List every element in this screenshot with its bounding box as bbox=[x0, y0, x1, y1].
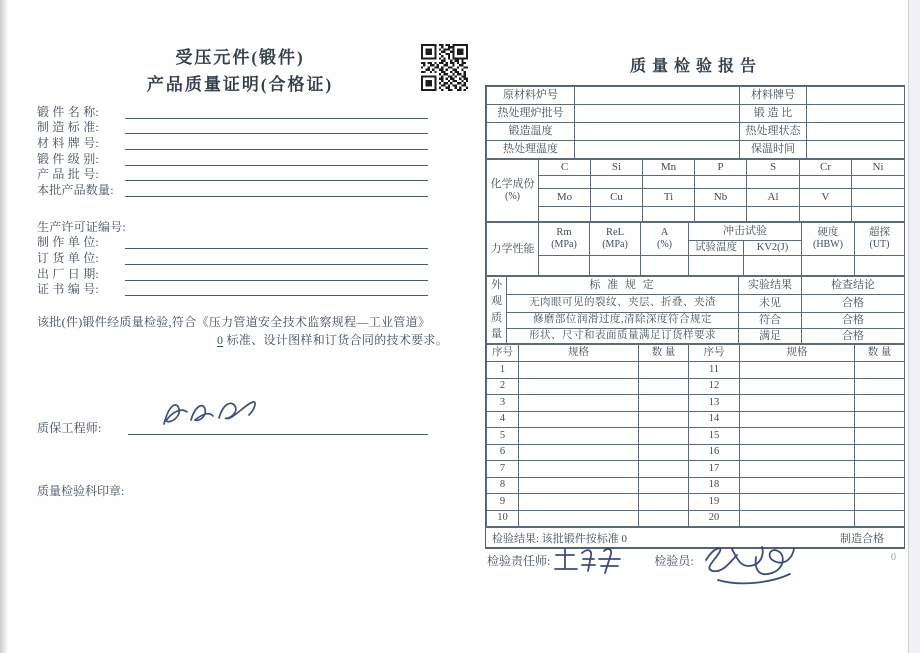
info-value-cell bbox=[575, 123, 740, 141]
serial-row bbox=[487, 411, 905, 428]
info-value-cell bbox=[575, 141, 740, 159]
spec-cell bbox=[740, 477, 855, 494]
hardness-label: 硬度 bbox=[817, 227, 839, 239]
standard-cell: 修磨部位润滑过度,清除深度符合规定 bbox=[507, 312, 739, 328]
info-row bbox=[487, 105, 905, 123]
appearance-row bbox=[487, 295, 905, 312]
elongation-unit: (%) bbox=[657, 239, 672, 251]
serial-no-header: 序号 bbox=[689, 345, 740, 362]
spec-cell bbox=[519, 461, 639, 478]
qty-cell bbox=[855, 494, 905, 511]
hardness-header-cell bbox=[802, 223, 855, 256]
field-row-certificate-no bbox=[37, 282, 428, 298]
ut-header-cell bbox=[855, 223, 905, 256]
element-cell bbox=[852, 189, 905, 207]
rm-unit: (MPa) bbox=[551, 239, 577, 251]
report-table bbox=[485, 85, 905, 549]
blank-underline bbox=[125, 260, 428, 265]
qty-cell bbox=[639, 510, 689, 527]
qty-cell bbox=[639, 444, 689, 461]
statement-line2 bbox=[217, 332, 453, 350]
qty-cell bbox=[855, 428, 905, 445]
field-row-batch-quantity bbox=[37, 182, 428, 198]
info-value-cell bbox=[807, 123, 905, 141]
blank-underline bbox=[125, 291, 428, 296]
serial-no-cell: 10 bbox=[487, 510, 519, 527]
serial-header-row bbox=[487, 345, 905, 362]
chem-value-cell bbox=[747, 176, 800, 189]
blank-underline bbox=[125, 276, 428, 281]
qty-cell bbox=[639, 395, 689, 412]
info-label-cell: 原材料炉号 bbox=[487, 87, 575, 105]
qty-cell bbox=[639, 461, 689, 478]
element-cell: Mn bbox=[643, 160, 695, 176]
serial-no-cell: 16 bbox=[689, 444, 740, 461]
chem-value-cell bbox=[643, 207, 695, 222]
chem-value-cell bbox=[591, 176, 643, 189]
spec-cell bbox=[519, 378, 639, 395]
spec-cell bbox=[740, 362, 855, 379]
serial-no-cell: 13 bbox=[689, 395, 740, 412]
qty-cell bbox=[639, 362, 689, 379]
appearance-char: 外 bbox=[491, 279, 502, 291]
appearance-char: 量 bbox=[491, 328, 502, 341]
info-label-cell: 保温时间 bbox=[740, 141, 807, 159]
qty-cell bbox=[855, 378, 905, 395]
serial-no-cell: 9 bbox=[487, 494, 519, 511]
element-cell: Cu bbox=[591, 189, 643, 207]
conclusion-cell: 合格 bbox=[802, 328, 905, 343]
blank-underline bbox=[125, 114, 428, 119]
impact-temp-cell: 试验温度 bbox=[689, 241, 744, 256]
spec-cell bbox=[740, 395, 855, 412]
mechanical-table bbox=[486, 222, 905, 276]
mech-value-cell bbox=[802, 256, 855, 276]
blank-underline bbox=[125, 192, 428, 197]
appearance-row bbox=[487, 312, 905, 328]
mech-value-cell bbox=[855, 256, 905, 276]
qty-cell bbox=[855, 444, 905, 461]
spec-cell bbox=[519, 477, 639, 494]
rel-header-cell bbox=[590, 223, 641, 256]
blank-underline bbox=[125, 145, 428, 150]
chem-value-cell bbox=[539, 207, 591, 222]
field-row-forging-class bbox=[37, 151, 428, 167]
mech-value-cell bbox=[744, 256, 802, 276]
field-row-license-no bbox=[37, 219, 428, 235]
mech-value-cell bbox=[689, 256, 744, 276]
ut-unit: (UT) bbox=[869, 239, 890, 251]
chem-value-cell bbox=[643, 176, 695, 189]
chem-value-cell bbox=[852, 207, 905, 222]
qa-engineer-label: 质保工程师: bbox=[37, 421, 102, 435]
mech-value-cell bbox=[590, 256, 641, 276]
chem-value-cell bbox=[747, 207, 800, 222]
serial-no-cell: 5 bbox=[487, 428, 519, 445]
certificate-title-line2: 产品质量证明(合格证) bbox=[146, 75, 334, 94]
serial-no-cell: 19 bbox=[689, 494, 740, 511]
mech-value-cell bbox=[539, 256, 590, 276]
ut-label: 超探 bbox=[869, 227, 890, 239]
result-cell: 满足 bbox=[739, 328, 802, 343]
serial-row bbox=[487, 461, 905, 478]
element-cell: Si bbox=[591, 160, 643, 176]
serial-no-cell: 15 bbox=[689, 428, 740, 445]
qty-cell bbox=[855, 477, 905, 494]
statement-line1: 该批(件)锻件经质量检验,符合《压力管道安全技术监察规程—工业管道》 bbox=[37, 315, 431, 329]
info-table bbox=[486, 86, 905, 159]
chem-value-cell bbox=[800, 207, 852, 222]
serial-no-cell: 2 bbox=[487, 378, 519, 395]
spec-cell bbox=[740, 510, 855, 527]
field-row-forging-name bbox=[37, 104, 428, 120]
serial-no-cell: 4 bbox=[487, 411, 519, 428]
blank-underline bbox=[125, 244, 428, 249]
stray-mark: 0 bbox=[891, 552, 896, 563]
inspector-label: 检验员: bbox=[654, 554, 694, 568]
field-label: 锻 件 级 别: bbox=[37, 151, 99, 166]
appearance-char: 观 bbox=[491, 295, 502, 308]
info-value-cell bbox=[575, 87, 740, 105]
chemistry-label-cell bbox=[487, 160, 539, 222]
field-label: 生产许可证编号: bbox=[37, 219, 126, 234]
spec-cell bbox=[519, 395, 639, 412]
spec-header: 规格 bbox=[740, 345, 855, 362]
info-label-cell: 锻 造 比 bbox=[740, 105, 807, 123]
rel-label: ReL bbox=[605, 227, 625, 239]
element-cell: Mo bbox=[539, 189, 591, 207]
info-label-cell: 热处理炉批号 bbox=[487, 105, 575, 123]
hardness-unit: (HBW) bbox=[813, 239, 843, 251]
impact-header-cell: 冲击试验 bbox=[689, 223, 802, 241]
info-value-cell bbox=[807, 105, 905, 123]
appearance-vertical-label bbox=[488, 277, 505, 343]
serial-no-cell: 18 bbox=[689, 477, 740, 494]
spec-cell bbox=[740, 444, 855, 461]
qty-header: 数 量 bbox=[639, 345, 689, 362]
field-row-product-batch bbox=[37, 167, 428, 183]
blank-underline bbox=[125, 176, 428, 181]
rm-header-cell bbox=[539, 223, 590, 256]
certificate-fields-group2 bbox=[37, 219, 428, 297]
report-title: 质量检验报告 bbox=[629, 58, 762, 75]
element-cell: Ni bbox=[852, 160, 905, 176]
blank-space bbox=[126, 230, 428, 234]
result-cell: 未见 bbox=[739, 295, 802, 312]
responsible-inspector-signature bbox=[552, 544, 624, 578]
serial-row bbox=[487, 477, 905, 494]
serial-no-cell: 17 bbox=[689, 461, 740, 478]
blank-underline bbox=[125, 129, 428, 134]
spec-cell bbox=[519, 494, 639, 511]
spec-cell bbox=[519, 428, 639, 445]
chem-value-row2 bbox=[487, 207, 905, 222]
field-label: 材 料 牌 号: bbox=[37, 136, 99, 151]
serial-row bbox=[487, 428, 905, 445]
info-label-cell: 热处理温度 bbox=[487, 141, 575, 159]
serial-no-header: 序号 bbox=[487, 345, 519, 362]
serial-no-cell: 12 bbox=[689, 378, 740, 395]
qa-engineer-signature bbox=[156, 394, 266, 438]
serial-row bbox=[487, 395, 905, 412]
chemistry-table bbox=[486, 159, 905, 222]
certificate-title bbox=[60, 44, 420, 98]
spec-cell bbox=[740, 378, 855, 395]
result-header-cell: 实验结果 bbox=[739, 277, 802, 295]
qty-cell bbox=[855, 411, 905, 428]
serial-no-cell: 20 bbox=[689, 510, 740, 527]
elongation-header-cell bbox=[641, 223, 689, 256]
chem-value-cell bbox=[800, 176, 852, 189]
chem-value-cell bbox=[539, 176, 591, 189]
field-row-manufacture-standard bbox=[37, 120, 428, 136]
impact-kv2-cell: KV2(J) bbox=[744, 241, 802, 256]
element-cell: Nb bbox=[695, 189, 747, 207]
chemistry-label: 化学成份 bbox=[490, 178, 535, 191]
spec-cell bbox=[740, 494, 855, 511]
serial-no-cell: 8 bbox=[487, 477, 519, 494]
appearance-table bbox=[486, 276, 905, 344]
conformity-statement bbox=[37, 314, 453, 349]
inspector-signature bbox=[696, 538, 796, 590]
qty-cell bbox=[855, 395, 905, 412]
serial-no-cell: 6 bbox=[487, 444, 519, 461]
field-label: 制 作 单 位: bbox=[37, 235, 99, 250]
serial-table bbox=[486, 344, 905, 527]
qa-engineer-row bbox=[37, 410, 428, 436]
info-row bbox=[487, 87, 905, 105]
field-row-ship-date bbox=[37, 266, 428, 282]
spec-cell bbox=[519, 444, 639, 461]
serial-no-cell: 3 bbox=[487, 395, 519, 412]
rel-unit: (MPa) bbox=[602, 239, 628, 251]
field-row-material-grade bbox=[37, 135, 428, 151]
qty-cell bbox=[639, 477, 689, 494]
chem-header-row2 bbox=[487, 189, 905, 207]
standard-cell: 形状、尺寸和表面质量满足订货样要求 bbox=[507, 328, 739, 343]
chem-value-cell bbox=[695, 176, 747, 189]
field-label: 制 造 标 准: bbox=[37, 120, 99, 135]
field-label: 本批产品数量: bbox=[37, 183, 114, 198]
spec-cell bbox=[519, 510, 639, 527]
serial-no-cell: 1 bbox=[487, 362, 519, 379]
mech-header-row bbox=[487, 223, 905, 241]
chem-value-cell bbox=[591, 207, 643, 222]
qa-signature-line bbox=[128, 430, 428, 435]
chem-header-row1 bbox=[487, 160, 905, 176]
info-row bbox=[487, 141, 905, 159]
qty-header: 数 量 bbox=[855, 345, 905, 362]
element-cell: S bbox=[747, 160, 800, 176]
mech-value-row bbox=[487, 256, 905, 276]
scan-edge-left bbox=[0, 0, 8, 653]
info-label-cell: 热处理状态 bbox=[740, 123, 807, 141]
qty-cell bbox=[855, 510, 905, 527]
info-row bbox=[487, 123, 905, 141]
statement-line2-text: 标准、设计图样和订货合同的技术要求。 bbox=[223, 332, 449, 347]
rm-label: Rm bbox=[556, 227, 572, 239]
field-label: 订 货 单 位: bbox=[37, 251, 99, 266]
element-cell: Al bbox=[747, 189, 800, 207]
report-signature-row bbox=[487, 546, 917, 590]
spec-cell bbox=[740, 411, 855, 428]
conclusion-header-cell: 检查结论 bbox=[802, 277, 905, 295]
appearance-header-row bbox=[487, 277, 905, 295]
field-row-orderer bbox=[37, 250, 428, 266]
manufacture-qualified-text: 制造合格 bbox=[840, 532, 884, 545]
serial-row bbox=[487, 378, 905, 395]
info-label-cell: 锻造温度 bbox=[487, 123, 575, 141]
chem-value-cell bbox=[695, 207, 747, 222]
standard-header-cell: 标 准 规 定 bbox=[507, 277, 739, 295]
elongation-label: A bbox=[660, 227, 669, 239]
mech-value-cell bbox=[641, 256, 689, 276]
spec-cell bbox=[740, 461, 855, 478]
field-label: 证 书 编 号: bbox=[37, 282, 99, 297]
field-label: 出 厂 日 期: bbox=[37, 266, 99, 281]
certificate-fields-group1 bbox=[37, 104, 428, 198]
qty-cell bbox=[639, 428, 689, 445]
serial-row bbox=[487, 444, 905, 461]
responsible-inspector-label: 检验责任师: bbox=[487, 554, 551, 568]
spec-cell bbox=[519, 362, 639, 379]
info-value-cell bbox=[807, 87, 905, 105]
info-label-cell: 材料牌号 bbox=[740, 87, 807, 105]
blank-underline bbox=[125, 161, 428, 166]
mechanical-label-cell: 力学性能 bbox=[487, 223, 539, 276]
serial-no-cell: 14 bbox=[689, 411, 740, 428]
inspection-result-text: 检验结果: 该批锻件按标准 0 bbox=[492, 532, 628, 545]
element-cell: Ti bbox=[643, 189, 695, 207]
standard-cell: 无肉眼可见的裂纹、夹层、折叠、夹渣 bbox=[507, 295, 739, 312]
serial-row bbox=[487, 362, 905, 379]
element-cell: Cr bbox=[800, 160, 852, 176]
spec-cell bbox=[519, 411, 639, 428]
serial-row bbox=[487, 494, 905, 511]
inspection-seal-label: 质量检验科印章: bbox=[37, 484, 125, 498]
chem-value-cell bbox=[852, 176, 905, 189]
appearance-char: 质 bbox=[491, 311, 502, 324]
conclusion-cell: 合格 bbox=[802, 312, 905, 328]
qty-cell bbox=[639, 378, 689, 395]
qty-cell bbox=[639, 494, 689, 511]
conclusion-cell: 合格 bbox=[802, 295, 905, 312]
serial-row bbox=[487, 510, 905, 527]
qty-cell bbox=[639, 411, 689, 428]
spec-header: 规格 bbox=[519, 345, 639, 362]
serial-no-cell: 7 bbox=[487, 461, 519, 478]
info-value-cell bbox=[575, 105, 740, 123]
field-label: 锻 件 名 称: bbox=[37, 104, 99, 119]
element-cell: V bbox=[800, 189, 852, 207]
info-value-cell bbox=[807, 141, 905, 159]
chemistry-unit: (%) bbox=[505, 191, 520, 203]
certificate-title-line1: 受压元件(锻件) bbox=[175, 48, 305, 67]
element-cell: C bbox=[539, 160, 591, 176]
appearance-label-cell bbox=[487, 277, 507, 344]
qty-cell bbox=[855, 362, 905, 379]
element-cell: P bbox=[695, 160, 747, 176]
field-row-manufacturer bbox=[37, 235, 428, 251]
standard-placeholder: 0 bbox=[217, 332, 224, 347]
spec-cell bbox=[740, 428, 855, 445]
serial-no-cell: 11 bbox=[689, 362, 740, 379]
field-label: 产 品 批 号: bbox=[37, 167, 99, 182]
result-cell: 符合 bbox=[739, 312, 802, 328]
qr-code-icon bbox=[421, 44, 468, 91]
chem-value-row1 bbox=[487, 176, 905, 189]
qty-cell bbox=[855, 461, 905, 478]
appearance-row bbox=[487, 328, 905, 343]
